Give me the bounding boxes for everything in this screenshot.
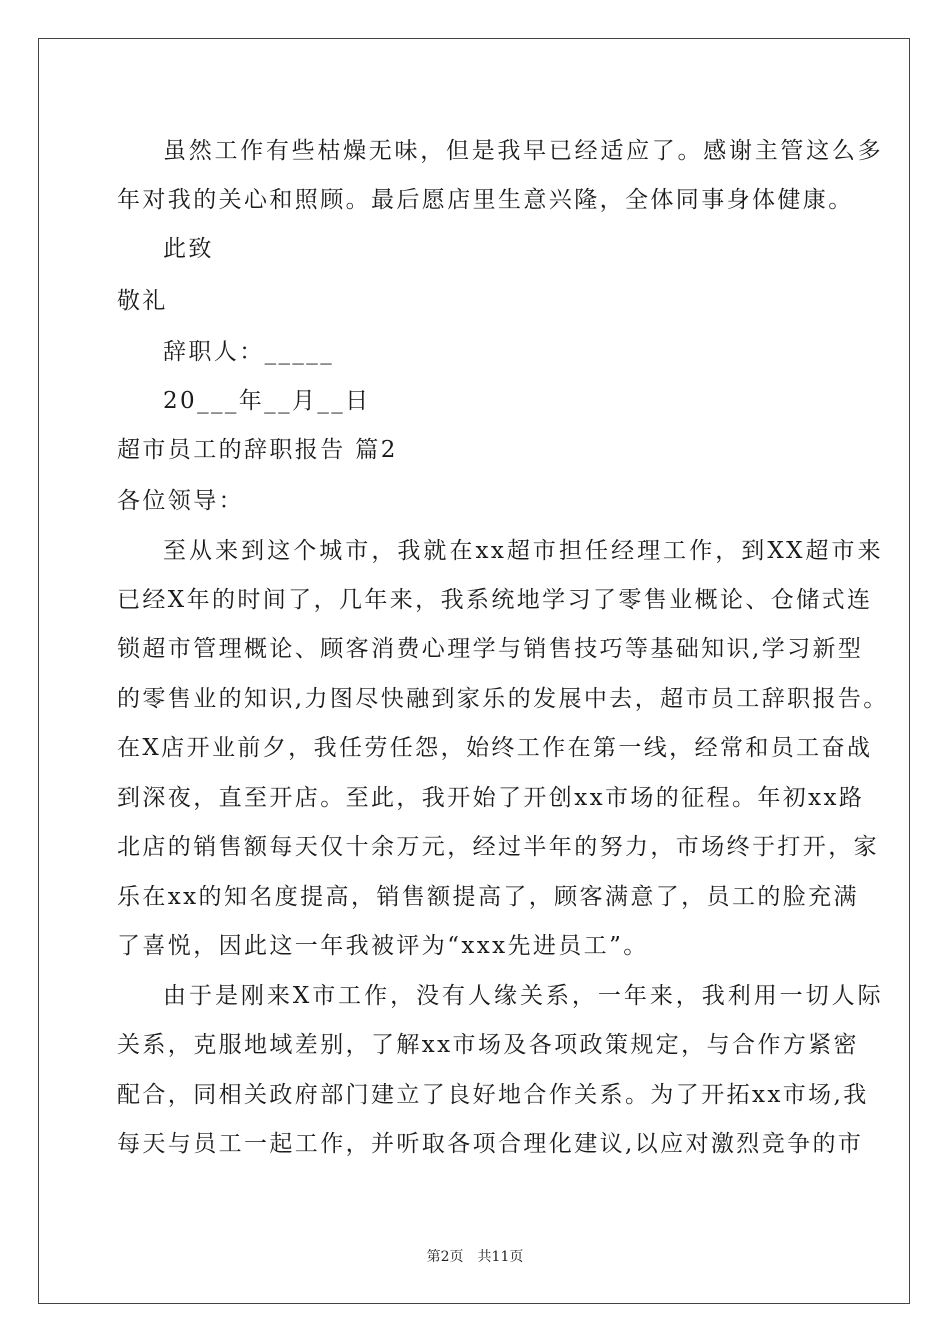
section-title: 超市员工的辞职报告 篇2 xyxy=(117,437,398,463)
body-line-11: 锁超市管理概论、顾客消费心理学与销售技巧等基础知识,学习新型 xyxy=(117,636,864,662)
body-line-2: 年对我的关心和照顾。最后愿店里生意兴隆，全体同事身体健康。 xyxy=(117,187,854,213)
body-line-9: 至从来到这个城市，我就在xx超市担任经理工作，到XX超市来 xyxy=(163,538,883,564)
date-line: 20___年__月__日 xyxy=(163,388,371,414)
body-line-13: 在X店开业前夕，我任劳任怨，始终工作在第一线，经常和员工奋战 xyxy=(117,735,873,761)
body-line-1: 虽然工作有些枯燥无味，但是我早已经适应了。感谢主管这么多 xyxy=(163,138,883,164)
body-line-14: 到深夜，直至开店。至此，我开始了开创xx市场的征程。年初xx路 xyxy=(117,785,865,811)
page-border xyxy=(38,38,910,1304)
page-footer: 第2页 共11页 xyxy=(426,1249,524,1265)
body-line-10: 已经X年的时间了，几年来，我系统地学习了零售业概论、仓储式连 xyxy=(117,587,873,613)
body-line-17: 了喜悦，因此这一年我被评为“xxx先进员工”。 xyxy=(117,933,649,959)
closing-salutation: 此致 xyxy=(163,236,214,262)
body-line-18: 由于是刚来X市工作，没有人缘关系，一年来，我利用一切人际 xyxy=(163,983,883,1009)
closing-regards: 敬礼 xyxy=(117,288,168,314)
body-line-19: 关系，克服地域差别，了解xx市场及各项政策规定，与合作方紧密 xyxy=(117,1032,859,1058)
signature-line: 辞职人：_____ xyxy=(163,339,335,365)
body-line-20: 配合，同相关政府部门建立了良好地合作关系。为了开拓xx市场,我 xyxy=(117,1082,869,1108)
body-line-12: 的零售业的知识,力图尽快融到家乐的发展中去，超市员工辞职报告。 xyxy=(117,686,889,712)
greeting: 各位领导： xyxy=(117,488,244,514)
body-line-21: 每天与员工一起工作，并听取各项合理化建议,以应对激烈竞争的市 xyxy=(117,1131,864,1157)
body-line-15: 北店的销售额每天仅十余万元，经过半年的努力，市场终于打开，家 xyxy=(117,834,879,860)
body-line-16: 乐在xx的知名度提高，销售额提高了，顾客满意了，员工的脸充满 xyxy=(117,884,859,910)
